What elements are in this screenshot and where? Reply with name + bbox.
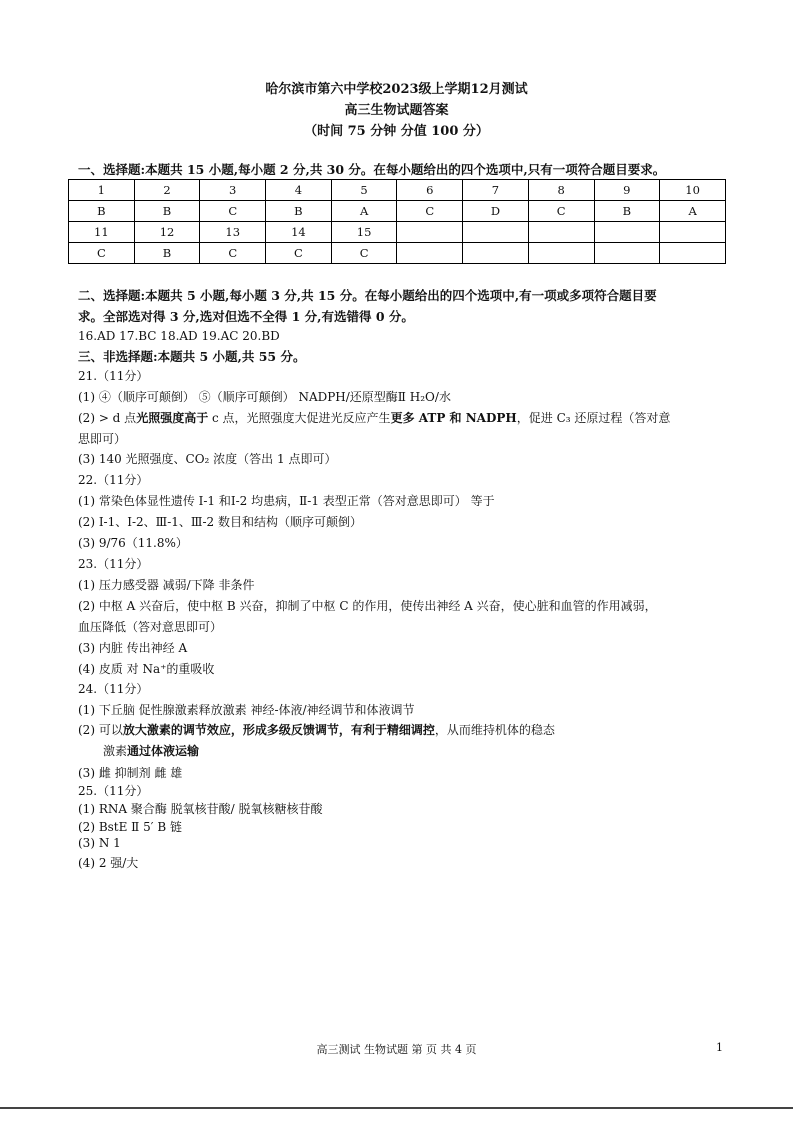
table-cell: 5	[331, 180, 397, 201]
q22-answer-3: (3) 9/76（11.8%）	[78, 536, 188, 550]
table-cell	[528, 243, 594, 264]
q21-answer-2-text: c 点，光照强度大促进光反应产生	[208, 411, 391, 425]
table-row	[69, 222, 726, 243]
table-cell: 11	[69, 222, 135, 243]
section2-answers: 16.AD 17.BC 18.AD 19.AC 20.BD	[78, 329, 280, 343]
q23-answer-2-continued: 血压降低（答对意思即可）	[78, 620, 223, 634]
q24-title: 24.（11分）	[78, 682, 149, 696]
q22-answer-1: (1) 常染色体显性遗传 Ⅰ-1 和Ⅰ-2 均患病，Ⅱ-1 表型正常（答对意思即可） 等于	[78, 494, 495, 508]
table-cell: 9	[594, 180, 660, 201]
table-cell	[397, 222, 463, 243]
q24-answer-2-text: ，从而维持机体的稳态	[434, 723, 555, 737]
time-score-line: （时间 75 分钟 分值 100 分）	[304, 124, 489, 139]
table-cell: C	[397, 201, 463, 222]
table-cell	[463, 222, 529, 243]
table-cell: B	[69, 201, 135, 222]
table-row	[69, 243, 726, 264]
bottom-divider	[0, 1107, 793, 1109]
table-cell	[397, 243, 463, 264]
section2-heading-line1: 二、选择题:本题共 5 小题,每小题 3 分,共 15 分。在每小题给出的四个选项中,有一项或多项符合题目要	[78, 288, 657, 303]
q21-answer-2-continued: 思即可）	[78, 432, 127, 446]
table-cell: B	[134, 201, 200, 222]
table-cell: A	[660, 201, 726, 222]
table-cell: C	[200, 201, 266, 222]
table-cell: B	[266, 201, 332, 222]
table-cell: 1	[69, 180, 135, 201]
section1-heading: 一、选择题:本题共 15 小题,每小题 2 分,共 30 分。在每小题给出的四个选项中,只有一项符合题目要求。	[78, 162, 666, 177]
q21-answer-2	[78, 409, 670, 426]
table-cell	[528, 222, 594, 243]
table-cell: 4	[266, 180, 332, 201]
q24-answer-1: (1) 下丘脑 促性腺激素释放激素 神经-体液/神经调节和体液调节	[78, 703, 415, 717]
q21-answer-2-text: ，促进 C₃ 还原过程（答对意	[516, 411, 671, 425]
q25-title: 25.（11分）	[78, 784, 149, 798]
q21-answer-2-emphasis: 更多 ATP 和 NADPH	[390, 411, 517, 425]
table-cell: B	[594, 201, 660, 222]
section3-heading: 三、非选择题:本题共 5 小题,共 55 分。	[78, 349, 306, 364]
q22-answer-2: (2) Ⅰ-1、Ⅰ-2、Ⅲ-1、Ⅲ-2 数目和结构（顺序可颠倒）	[78, 515, 363, 529]
q24-answer-2-text: 激素	[103, 744, 128, 758]
table-cell: 2	[134, 180, 200, 201]
q24-answer-2-emphasis: 通过体液运输	[127, 744, 200, 758]
table-cell: B	[134, 243, 200, 264]
table-cell	[594, 243, 660, 264]
q23-answer-1: (1) 压力感受器 减弱/下降 非条件	[78, 578, 255, 592]
q21-title: 21.（11分）	[78, 369, 149, 383]
q24-answer-2-continued	[103, 742, 199, 759]
table-cell: A	[331, 201, 397, 222]
page-number: 1	[716, 1041, 723, 1054]
q24-answer-2-text: (2) 可以	[78, 723, 123, 737]
table-cell: D	[463, 201, 529, 222]
q24-answer-3: (3) 雌 抑制剂 雌 雄	[78, 766, 183, 780]
q21-answer-3: (3) 140 光照强度、CO₂ 浓度（答出 1 点即可）	[78, 452, 337, 466]
q21-answer-2-emphasis: 光照强度高于	[136, 411, 209, 425]
q21-answer-2-text: (2) > d 点	[78, 411, 137, 425]
table-cell: 12	[134, 222, 200, 243]
q23-answer-3: (3) 内脏 传出神经 A	[78, 641, 188, 655]
document-title: 高三生物试题答案	[344, 103, 449, 118]
page-footer: 高三测试 生物试题 第 页 共 4 页	[316, 1043, 477, 1056]
q24-answer-2	[78, 721, 555, 738]
table-cell	[463, 243, 529, 264]
q23-answer-2: (2) 中枢 A 兴奋后，使中枢 B 兴奋，抑制了中枢 C 的作用，使传出神经 A 兴奋，使心脏和血管的作用减弱，	[78, 599, 657, 613]
answer-table	[68, 179, 726, 264]
q25-answer-3: (3) N 1	[78, 836, 121, 850]
table-cell: C	[266, 243, 332, 264]
table-row	[69, 180, 726, 201]
table-cell: 7	[463, 180, 529, 201]
q25-answer-4: (4) 2 强/大	[78, 856, 139, 870]
school-exam-line: 哈尔滨市第六中学校2023级上学期12月测试	[265, 82, 528, 97]
table-cell: 10	[660, 180, 726, 201]
table-cell	[660, 243, 726, 264]
table-cell: 14	[266, 222, 332, 243]
q23-title: 23.（11分）	[78, 557, 149, 571]
q22-title: 22.（11分）	[78, 473, 149, 487]
q24-answer-2-emphasis: 放大激素的调节效应，形成多级反馈调节，有利于精细调控	[122, 723, 435, 737]
q21-answer-1: (1) ④（顺序可颠倒） ⑤（顺序可颠倒） NADPH/还原型酶Ⅱ H₂O/水	[78, 390, 451, 404]
table-cell: 8	[528, 180, 594, 201]
section2-heading-line2: 求。全部选对得 3 分,选对但选不全得 1 分,有选错得 0 分。	[78, 309, 414, 324]
table-row	[69, 201, 726, 222]
table-cell: C	[528, 201, 594, 222]
table-cell: C	[200, 243, 266, 264]
q25-answer-2: (2) BstE Ⅱ 5′ B 链	[78, 820, 182, 834]
table-cell: 15	[331, 222, 397, 243]
table-cell	[594, 222, 660, 243]
table-cell: C	[69, 243, 135, 264]
table-cell: 6	[397, 180, 463, 201]
q25-answer-1: (1) RNA 聚合酶 脱氧核苷酸/ 脱氧核糖核苷酸	[78, 802, 323, 816]
table-cell: C	[331, 243, 397, 264]
q23-answer-4: (4) 皮质 对 Na⁺的重吸收	[78, 662, 215, 676]
table-cell: 3	[200, 180, 266, 201]
table-cell: 13	[200, 222, 266, 243]
table-cell	[660, 222, 726, 243]
